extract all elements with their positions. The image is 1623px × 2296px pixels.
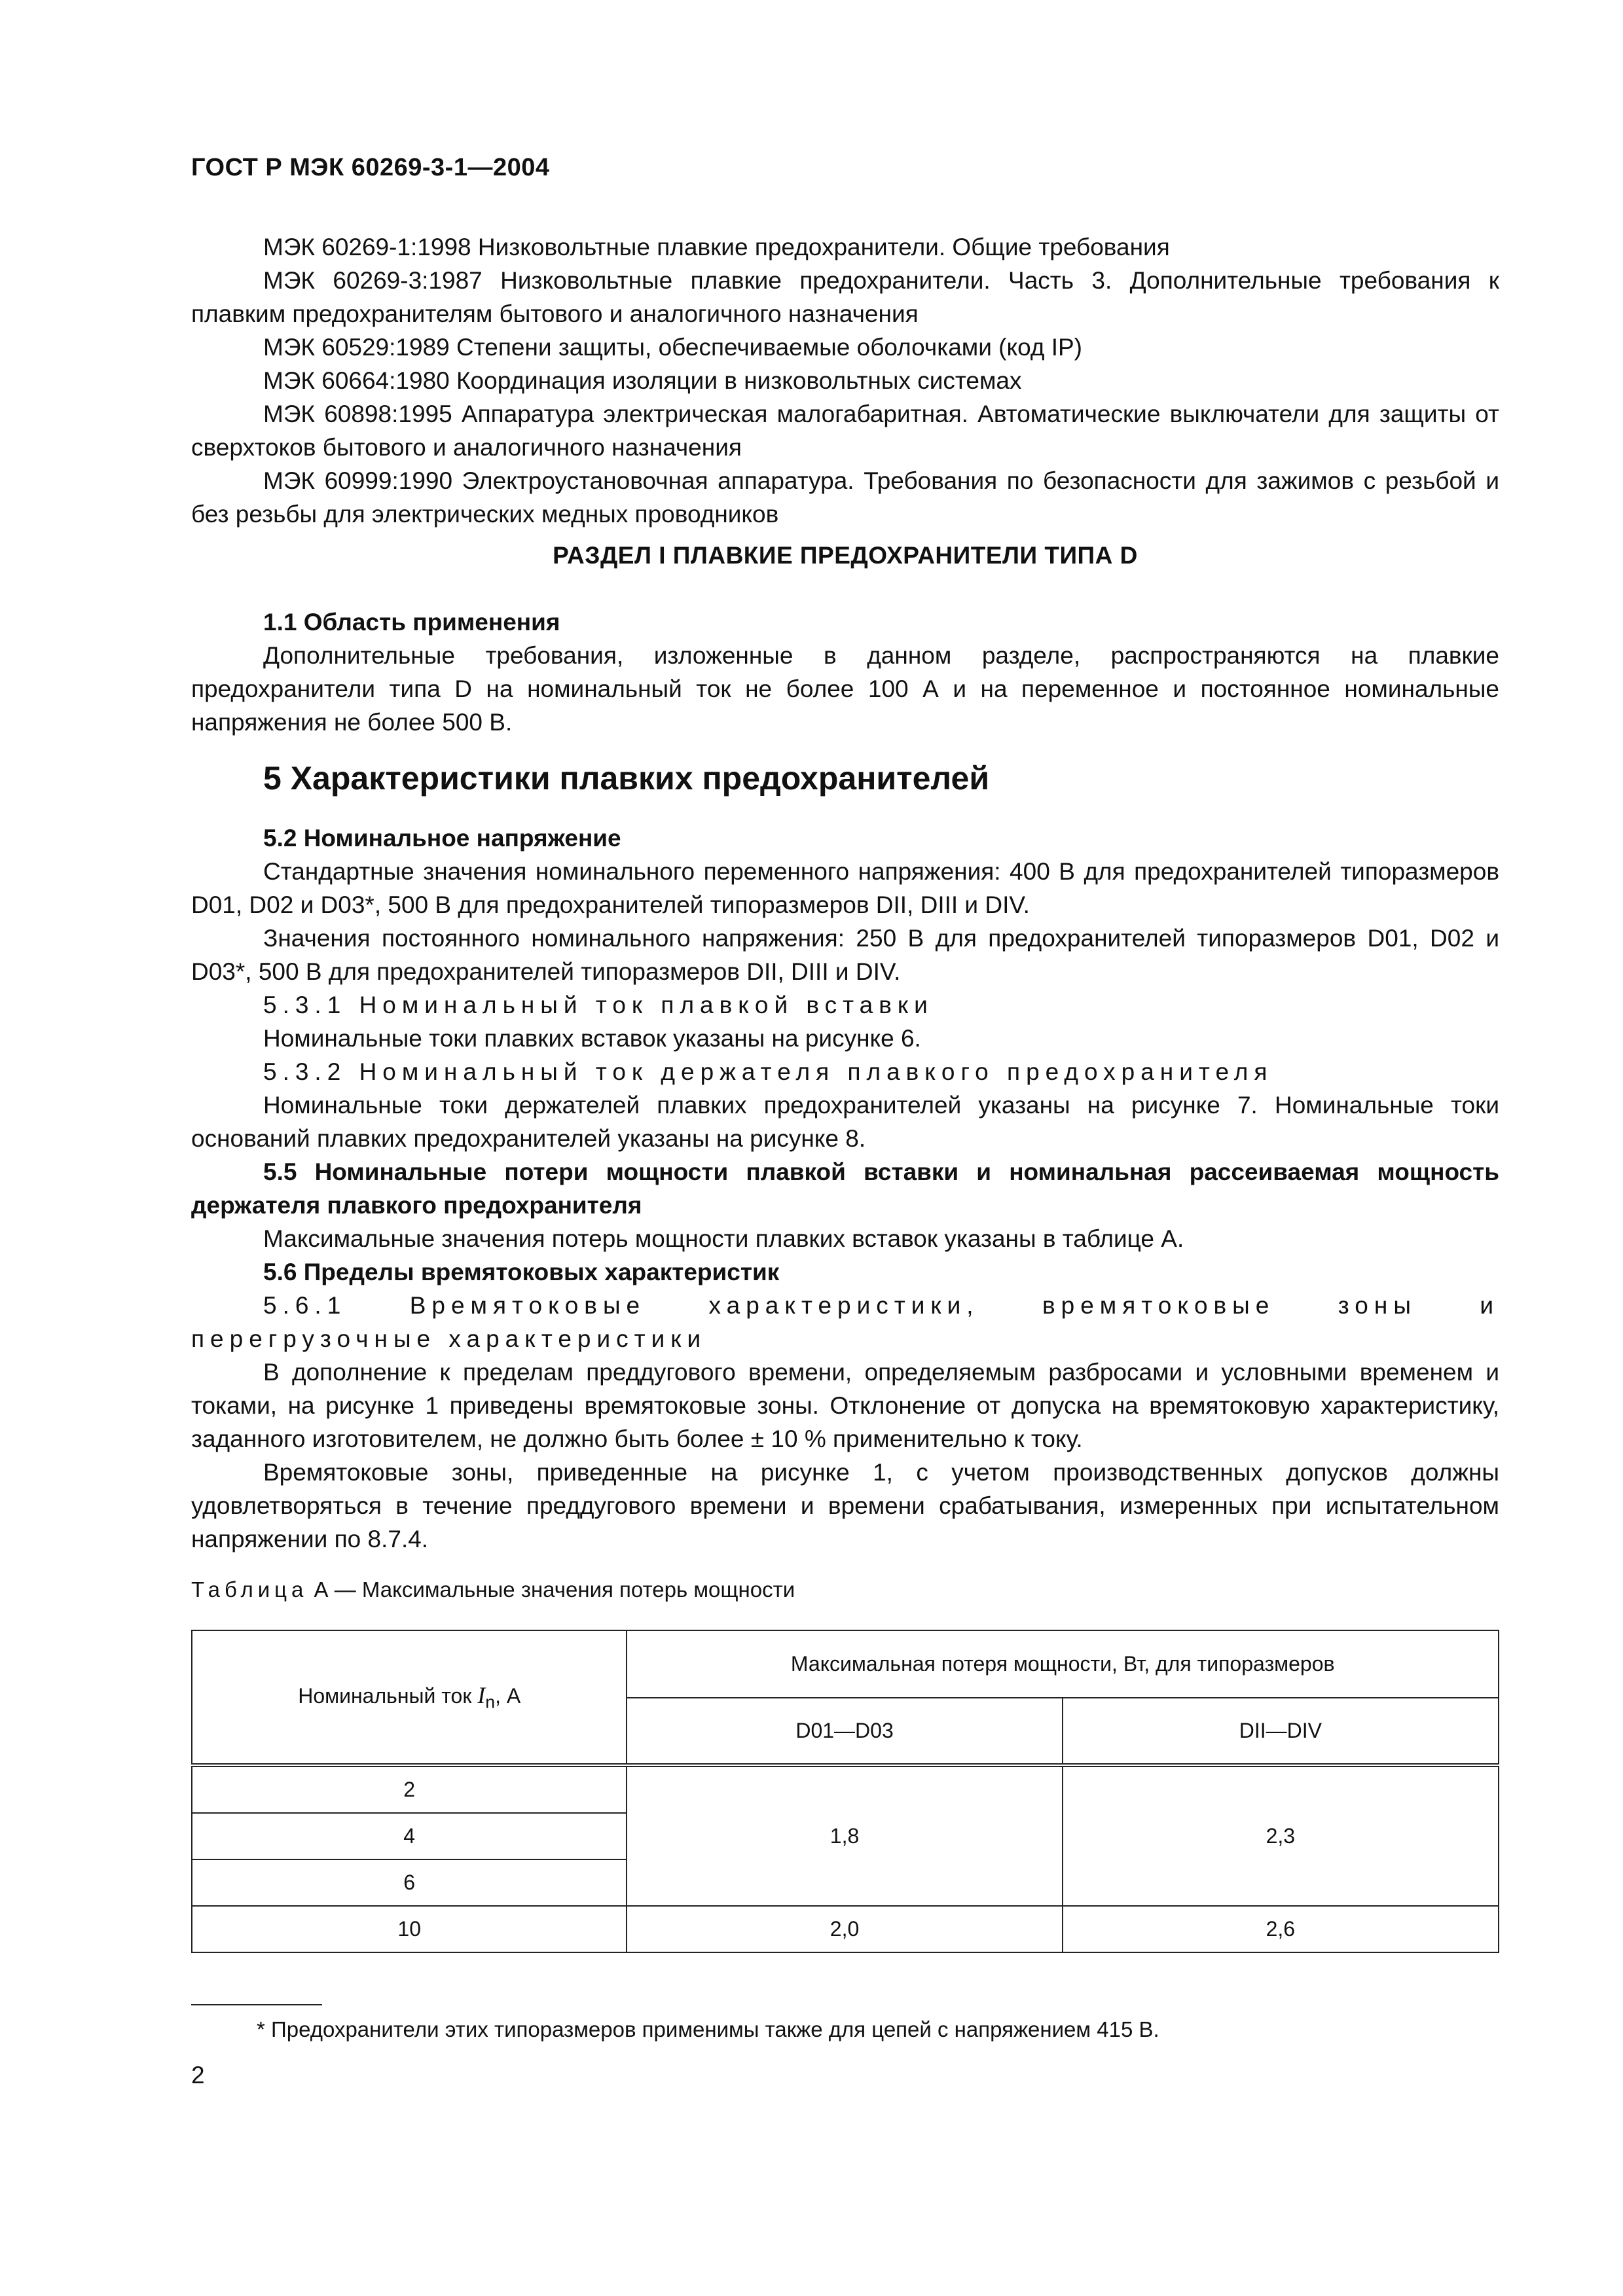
chapter-title: 5 Характеристики плавких предохранителей [263,760,990,797]
section-title: РАЗДЕЛ I ПЛАВКИЕ ПРЕДОХРАНИТЕЛИ ТИПА D [553,542,1138,569]
paragraph: Значения постоянного номинального напряжения: 250 В для предохранителей типоразмеров D01, D02 и D03*, 500 В для предохранителей типоразмеров DII, DIII и DIV. [191,925,1499,985]
table-row [192,1765,1499,1813]
header-dii-div: DII—DIV [1063,1698,1499,1765]
reference-item: МЭК 60898:1995 Аппаратура электрическая малогабаритная. Автоматические выключатели для защиты от сверхтоков бытового и аналогичного назначения [191,401,1499,461]
clause-heading-5-6-1: 5.6.1 Времятоковые характеристики, времятоковые зоны и перегрузочные характеристики [191,1292,1499,1352]
paragraph: В дополнение к пределам преддугового времени, определяемым разбросами и условными временем и токами, на рисунке 1 приведены времятоковые зоны. Отклонение от допуска на времятоковую характеристику, заданного изготовителем, не должно быть более ± 10 % применительно к току. [191,1359,1499,1452]
current-subscript: n [485,1692,496,1712]
current-cell: 4 [192,1813,627,1859]
value-cell-dii: 2,3 [1063,1765,1499,1906]
paragraph: Номинальные токи держателей плавких предохранителей указаны на рисунке 7. Номинальные токи оснований плавких предохранителей указаны на рисунке 8. [191,1092,1499,1152]
paragraph: Стандартные значения номинального переменного напряжения: 400 В для предохранителей типоразмеров D01, D02 и D03*, 500 В для предохранителей типоразмеров DII, DIII и DIV. [191,858,1499,918]
reference-item: МЭК 60529:1989 Степени защиты, обеспечиваемые оболочками (код IP) [263,334,1083,361]
header-rated-current: Номинальный ток $I_n$, А [192,1630,627,1765]
current-cell: 10 [192,1906,627,1952]
document-header: ГОСТ Р МЭК 60269-3-1—2004 [191,154,550,181]
power-loss-table [191,1630,1499,1953]
chapter-body [191,821,1499,1556]
normative-references [191,230,1499,531]
table-caption [191,1577,795,1602]
clause-heading-5-5: 5.5 Номинальные потери мощности плавкой вставки и номинальная рассеиваемая мощность держателя плавкого предохранителя [191,1158,1499,1219]
table-row [192,1906,1499,1952]
scope-block [191,605,1499,739]
current-symbol: I [477,1682,486,1709]
reference-item: МЭК 60999:1990 Электроустановочная аппаратура. Требования по безопасности для зажимов с резьбой и без резьбы для электрических медных проводников [191,467,1499,528]
value-cell-dii: 2,6 [1063,1906,1499,1952]
value-cell-d01: 2,0 [627,1906,1062,1952]
reference-item: МЭК 60664:1980 Координация изоляции в низковольтных системах [263,367,1022,394]
page-number: 2 [191,2062,205,2089]
clause-heading-5-2: 5.2 Номинальное напряжение [263,825,621,852]
clause-heading-5-3-2: 5.3.2 Номинальный ток держателя плавкого предохранителя [263,1058,1273,1085]
header-d01-d03: D01—D03 [627,1698,1062,1765]
footnote: * Предохранители этих типоразмеров применимы также для цепей с напряжением 415 В. [257,2017,1159,2041]
reference-item: МЭК 60269-1:1998 Низковольтные плавкие предохранители. Общие требования [263,234,1170,260]
table-caption-prefix: Таблица [191,1577,308,1602]
value-cell-d01: 1,8 [627,1765,1062,1906]
scope-heading: 1.1 Область применения [263,609,560,636]
paragraph: Максимальные значения потерь мощности плавких вставок указаны в таблице А. [263,1225,1184,1252]
current-cell: 2 [192,1765,627,1813]
paragraph: Времятоковые зоны, приведенные на рисунке 1, с учетом производственных допусков должны удовлетворяться в течение преддугового времени и времени срабатывания, измеренных при испытательном напряжении по 8.7.4. [191,1459,1499,1552]
footnote-divider [191,2004,322,2005]
header-max-power-loss: Максимальная потеря мощности, Вт, для типоразмеров [627,1630,1499,1698]
reference-item: МЭК 60269-3:1987 Низковольтные плавкие предохранители. Часть 3. Дополнительные требования к плавким предохранителям бытового и аналогичного назначения [191,267,1499,327]
clause-heading-5-6: 5.6 Пределы времятоковых характеристик [263,1259,780,1285]
clause-heading-5-3-1: 5.3.1 Номинальный ток плавкой вставки [263,992,934,1018]
paragraph: Номинальные токи плавких вставок указаны на рисунке 6. [263,1025,921,1052]
current-cell: 6 [192,1859,627,1906]
table-caption-text: А — Максимальные значения потерь мощности [308,1577,795,1602]
scope-text: Дополнительные требования, изложенные в данном разделе, распространяются на плавкие предохранители типа D на номинальный ток не более 100 А и на переменное и постоянное номинальные напряжения не более 500 В. [191,642,1499,736]
